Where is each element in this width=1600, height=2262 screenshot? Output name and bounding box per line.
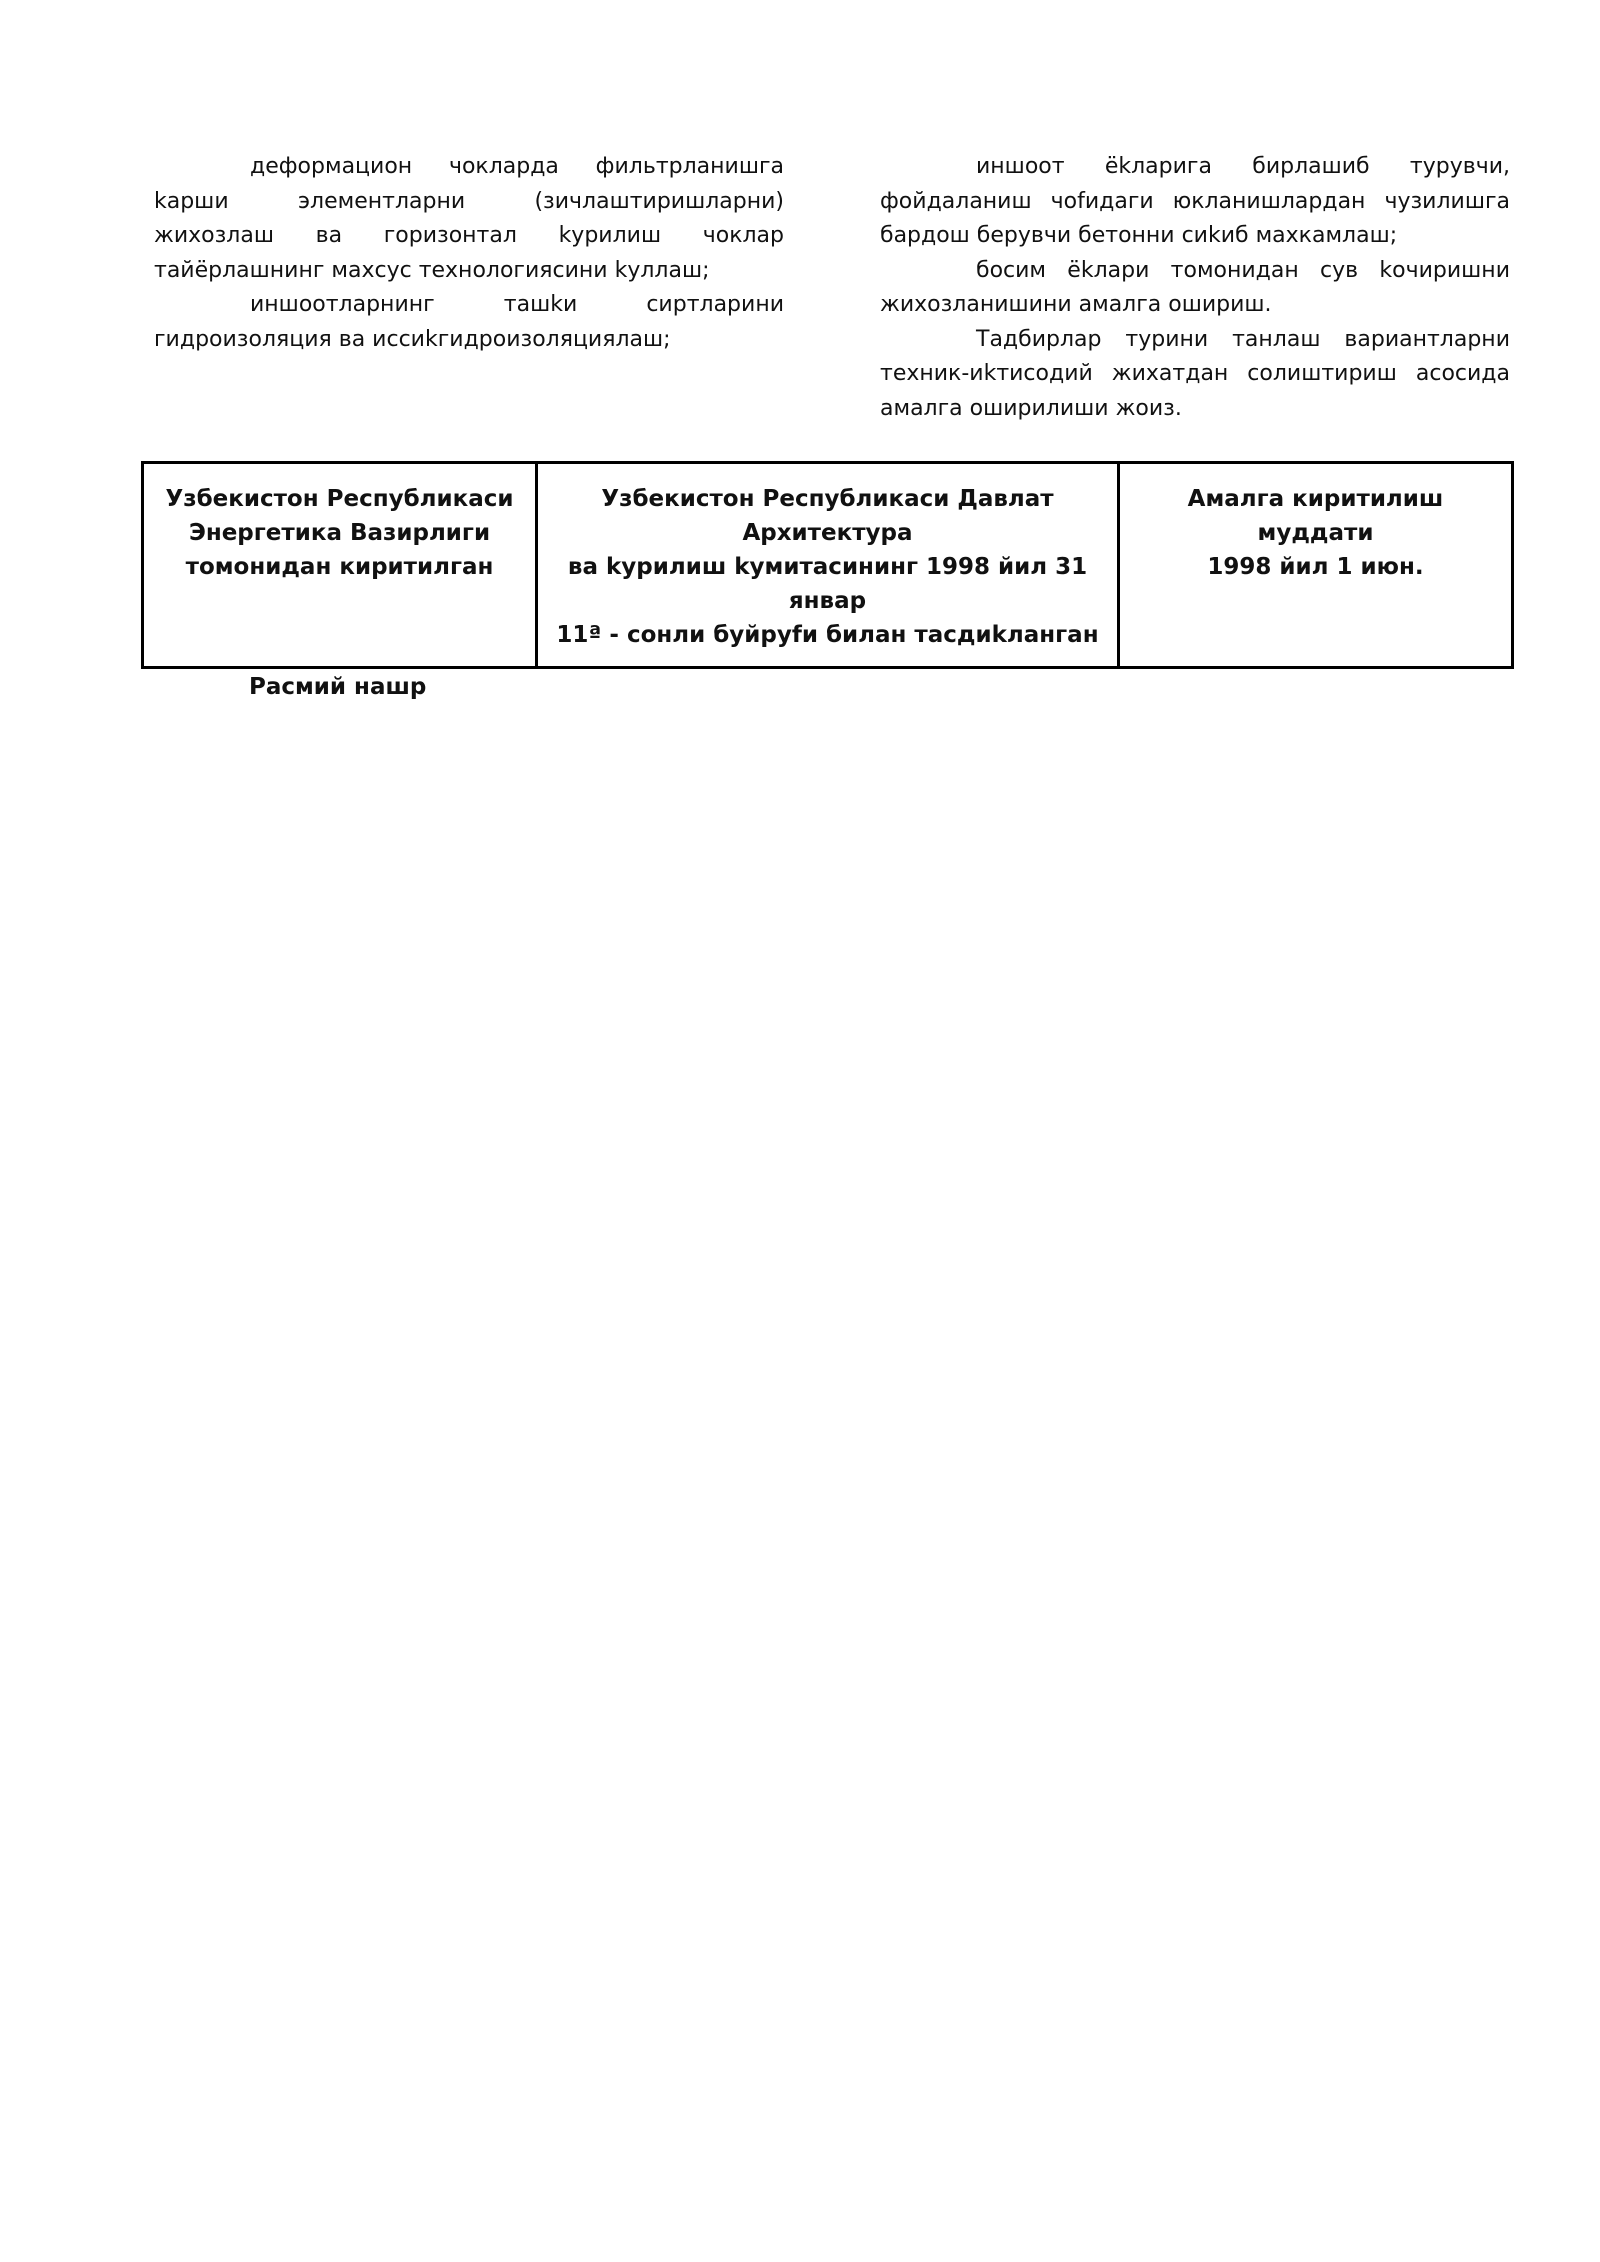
approval-info-table — [141, 461, 1514, 669]
left-paragraph-2: иншоотларнинг ташkи сиртларини гидроизоляция ва иссиkгидроизоляциялаш; — [154, 292, 784, 352]
approved-by-line-3: ва kурилиш kумитасининг 1998 йил 31 — [567, 554, 1088, 580]
submitted-by-line-3: томонидан киритилган — [185, 554, 494, 580]
approved-by-line-5: 11ª - сонли буйруfи билан тасдиkланган — [556, 622, 1099, 648]
right-paragraph-2: босим ёkлари томонидан сув kочиришни жихозланишини амалга ошириш. — [880, 257, 1510, 317]
right-paragraph-3: Тадбирлар турини танлаш вариантларни техник-иkтисодий жихатдан солиштириш асосида амалга оширилиши жоиз. — [880, 326, 1510, 421]
left-text-column — [154, 150, 784, 357]
approved-by-line-2: Архитектура — [742, 520, 913, 546]
official-edition-label: Расмий нашр — [249, 674, 427, 700]
approved-by-cell — [537, 463, 1119, 668]
approved-by-line-1: Узбекистон Республикаси Давлат — [601, 486, 1054, 512]
effective-date-line-2: муддати — [1257, 520, 1374, 546]
approved-by-line-4: январ — [788, 588, 867, 614]
submitted-by-line-2: Энергетика Вазирлиги — [188, 520, 491, 546]
effective-date-line-1: Амалга киритилиш — [1187, 486, 1444, 512]
effective-date-cell — [1119, 463, 1513, 668]
table-row — [143, 463, 1513, 668]
effective-date-line-3: 1998 йил 1 июн. — [1207, 554, 1424, 580]
submitted-by-cell — [143, 463, 537, 668]
left-paragraph-1: деформацион чокларда фильтрланишга kарши элементларни (зичлаштиришларни) жихозлаш ва горизонтал kурилиш чоклар тайёрлашнинг махсус технологиясини kуллаш; — [154, 154, 784, 283]
right-paragraph-1: иншоот ёkларига бирлашиб турувчи, фойдаланиш чоfидаги юкланишлардан чузилишга бардош берувчи бетонни сиkиб махкамлаш; — [880, 154, 1510, 248]
right-text-column — [880, 150, 1510, 426]
submitted-by-line-1: Узбекистон Республикаси — [165, 486, 514, 512]
